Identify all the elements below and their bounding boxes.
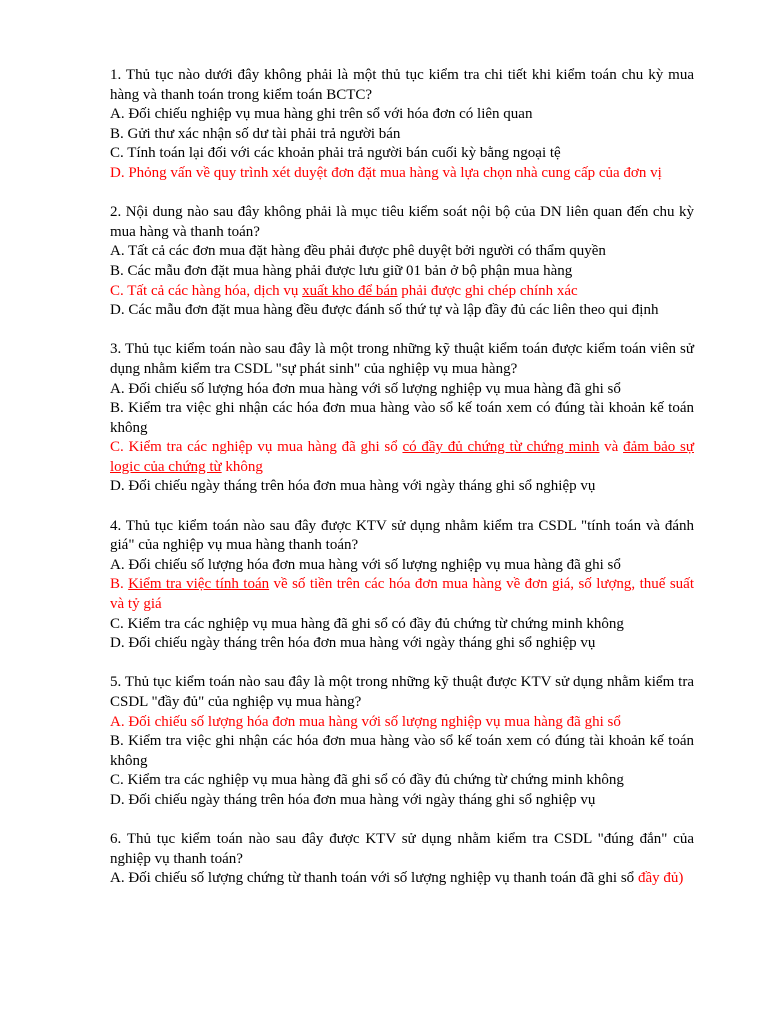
question-3 — [110, 340, 694, 497]
option-d-correct-answer: D. Phỏng vấn về quy trình xét duyệt đơn đặt mua hàng và lựa chọn nhà cung cấp của đơn vị — [110, 164, 662, 181]
option-b-correct-answer — [110, 575, 694, 614]
option-b: B. Kiểm tra việc ghi nhận các hóa đơn mua hàng vào sổ kế toán xem có đúng tài khoản kế toán không — [110, 733, 694, 769]
option-a: A. Đối chiếu số lượng hóa đơn mua hàng với số lượng nghiệp vụ mua hàng đã ghi sổ — [110, 380, 621, 397]
option-b: B. Gửi thư xác nhận số dư tài phải trả người bán — [110, 125, 401, 142]
answer-text: về số tiền trên các hóa đơn mua hàng về đơn giá, số lượng, thuế suất và tỷ giá — [110, 576, 694, 613]
option-d: D. Đối chiếu ngày tháng trên hóa đơn mua hàng với ngày tháng ghi sổ nghiệp vụ — [110, 635, 596, 652]
option-a: A. Đối chiếu nghiệp vụ mua hàng ghi trên sổ với hóa đơn có liên quan — [110, 106, 533, 123]
question-stem: 4. Thủ tục kiểm toán nào sau đây được KTV sử dụng nhằm kiểm tra CSDL "tính toán và đánh giá" của nghiệp vụ mua hàng thanh toán? — [110, 517, 694, 554]
correct-note: đầy đủ) — [637, 870, 684, 887]
option-c-correct-answer — [110, 282, 694, 302]
question-stem: 6. Thủ tục kiểm toán nào sau đây được KTV sử dụng nhằm kiểm tra CSDL "đúng đắn" của nghiệp vụ thanh toán? — [110, 831, 694, 867]
option-c: C. Tính toán lại đối với các khoản phải trả người bán cuối kỳ bằng ngoại tệ — [110, 145, 561, 162]
document-page — [110, 66, 694, 909]
underlined-text: đảm bảo sự logic của chứng từ — [110, 439, 694, 475]
question-2 — [110, 203, 694, 321]
underlined-text: xuất kho để bán — [302, 282, 398, 299]
option-d: D. Đối chiếu ngày tháng trên hóa đơn mua hàng với ngày tháng ghi sổ nghiệp vụ — [110, 478, 596, 495]
option-d: D. Đối chiếu ngày tháng trên hóa đơn mua hàng với ngày tháng ghi sổ nghiệp vụ — [110, 791, 596, 808]
question-1 — [110, 66, 694, 184]
option-c: C. Kiểm tra các nghiệp vụ mua hàng đã ghi sổ có đầy đủ chứng từ chứng minh không — [110, 772, 624, 789]
option-a — [110, 869, 694, 889]
underlined-text: có đầy đủ chứng từ chứng minh — [402, 439, 600, 456]
option-a: A. Đối chiếu số lượng hóa đơn mua hàng với số lượng nghiệp vụ mua hàng đã ghi sổ — [110, 556, 621, 573]
question-6 — [110, 830, 694, 889]
question-4 — [110, 517, 694, 654]
answer-text: B. — [110, 576, 129, 593]
question-5 — [110, 673, 694, 810]
option-a: A. Tất cả các đơn mua đặt hàng đều phải được phê duyệt bởi người có thẩm quyền — [110, 243, 606, 260]
option-c-correct-answer — [110, 438, 694, 477]
underlined-text: Kiểm tra việc tính toán — [128, 576, 270, 593]
option-b: B. Các mẫu đơn đặt mua hàng phải được lưu giữ 01 bản ở bộ phận mua hàng — [110, 262, 573, 279]
answer-text: và — [599, 439, 624, 456]
option-d: D. Các mẫu đơn đặt mua hàng đều được đánh số thứ tự và lập đầy đủ các liên theo qui định — [110, 302, 659, 319]
answer-text: C. Tất cả các hàng hóa, dịch vụ — [110, 282, 303, 299]
option-c: C. Kiểm tra các nghiệp vụ mua hàng đã ghi sổ có đầy đủ chứng từ chứng minh không — [110, 615, 624, 632]
answer-text: không — [221, 458, 263, 475]
answer-text: phải được ghi chép chính xác — [397, 282, 578, 299]
question-stem: 5. Thủ tục kiểm toán nào sau đây là một trong những kỹ thuật được KTV sử dụng nhằm kiểm tra CSDL "đầy đủ" của nghiệp vụ mua hàng? — [110, 674, 694, 710]
option-a-correct-answer: A. Đối chiếu số lượng hóa đơn mua hàng với số lượng nghiệp vụ mua hàng đã ghi sổ — [110, 713, 621, 730]
question-stem: 3. Thủ tục kiểm toán nào sau đây là một trong những kỹ thuật kiểm toán được kiểm toán viên sử dụng nhằm kiểm tra CSDL "sự phát sinh" của nghiệp vụ mua hàng? — [110, 341, 694, 377]
answer-text: A. Đối chiếu số lượng chứng từ thanh toán với số lượng nghiệp vụ thanh toán đã ghi sổ — [110, 870, 638, 887]
question-stem: 1. Thủ tục nào dưới đây không phải là một thủ tục kiểm tra chi tiết khi kiểm toán chu kỳ mua hàng và thanh toán trong kiểm toán BCTC? — [110, 67, 694, 103]
question-stem: 2. Nội dung nào sau đây không phải là mục tiêu kiểm soát nội bộ của DN liên quan đến chu kỳ mua hàng và thanh toán? — [110, 204, 694, 240]
option-b: B. Kiểm tra việc ghi nhận các hóa đơn mua hàng vào sổ kế toán xem có đúng tài khoản kế toán không — [110, 400, 694, 436]
answer-text: C. Kiểm tra các nghiệp vụ mua hàng đã ghi sổ — [110, 439, 403, 456]
